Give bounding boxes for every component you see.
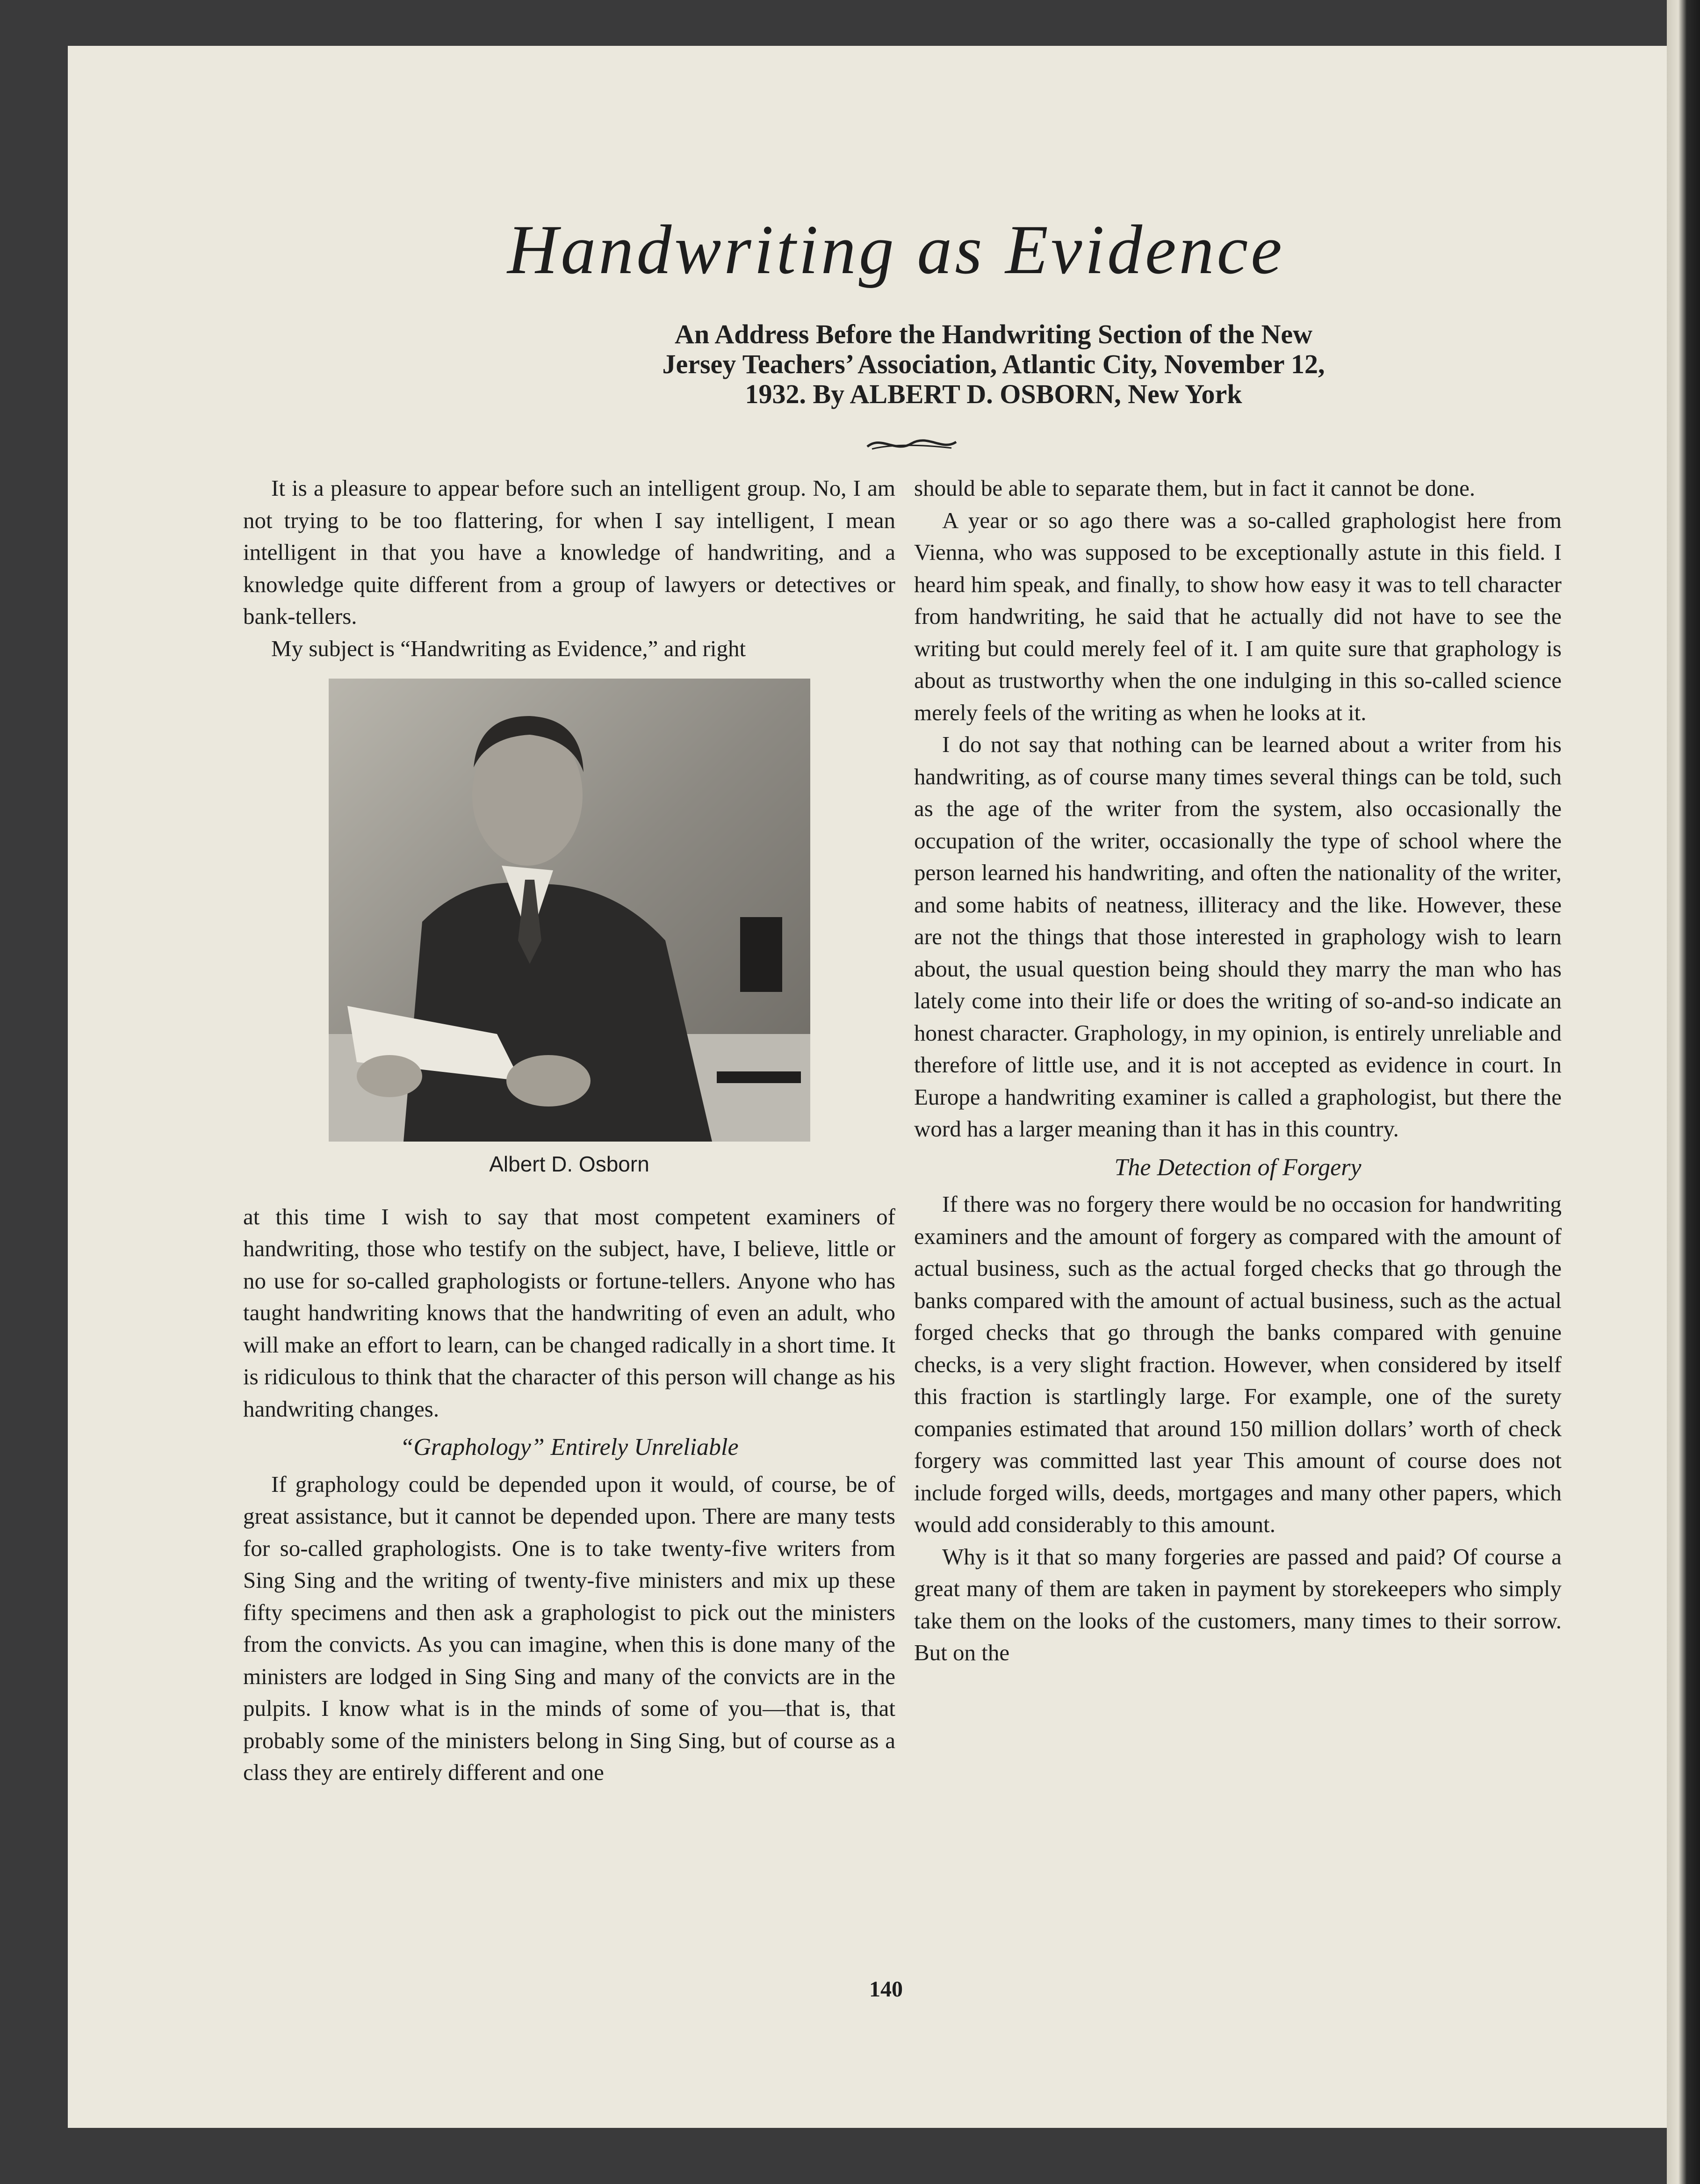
paragraph: If graphology could be depended upon it would, of course, be of great assistance, but it cannot be depended upon. There are many tests for so-called graphologists. One is to take twenty-five writers from Sing Sing and the writing of twenty-five ministers and mix up these fifty specimens and then ask a graphologist to pick out the ministers from the convicts. As you can imagine, when this is done many of the ministers are lodged in Sing Sing and many of the convicts are in the pulpits. I know what is in the minds of some of you—that is, that probably some of the ministers belong in Sing Sing, but of course as a class they are entirely different and one bbox=[243, 1471, 895, 1785]
page-number: 140 bbox=[869, 1977, 903, 2002]
section-heading: The Detection of Forgery bbox=[1114, 1154, 1361, 1181]
paragraph: should be able to separate them, but in fact it cannot be done. bbox=[914, 475, 1476, 501]
paragraph: Why is it that so many forgeries are passed and paid? Of course a great many of them are taken in payment by storekeepers who simply take them on the looks of the customers, many times to their sorrow. But on the bbox=[914, 1543, 1562, 1665]
article-subtitle: An Address Before the Handwriting Section of the New Jersey Teachers’ Association, Atlantic City, November 12, 1932. By ALBERT D. OSBORN, New York bbox=[662, 319, 1325, 409]
portrait-photo bbox=[329, 679, 810, 1142]
article-title: Handwriting as Evidence bbox=[507, 211, 1285, 289]
right-column bbox=[914, 472, 1562, 1669]
ornament-flourish-icon bbox=[863, 430, 961, 458]
figure bbox=[243, 679, 895, 1180]
book-spine bbox=[1667, 0, 1700, 2184]
section-heading: “Graphology” Entirely Unreliable bbox=[400, 1434, 739, 1461]
paragraph: A year or so ago there was a so-called graphologist here from Vienna, who was supposed to be exceptionally astute in this field. I heard him speak, and finally, to show how easy it was to tell character from handwriting, he said that he actually did not have to see the writing but could merely feel of it. I am quite sure that graphology is about as trustworthy when the one indulging in this so-called science merely feels of the writing as when he looks at it. bbox=[914, 507, 1562, 725]
paragraph: It is a pleasure to appear before such an intelligent group. No, I am not trying to be too flattering, for when I say intelligent, I mean intelligent in that you have a knowledge of handwriting, and a knowledge quite different from a group of lawyers or detectives or bank-tellers. bbox=[243, 475, 895, 629]
paragraph: at this time I wish to say that most competent examiners of handwriting, those who testify on the subject, have, I believe, little or no use for so-called graphologists or fortune-tellers. Anyone who has taught handwriting knows that the handwriting of even an adult, who will make an effort to learn, can be changed radically in a short time. It is ridiculous to think that the character of this person will change as his handwriting changes. bbox=[243, 1203, 895, 1422]
paragraph: I do not say that nothing can be learned about a writer from his handwriting, as of course many times several things can be told, such as the age of the writer from the system, also occasionally the occupation of the writer, occasionally the type of school where the person learned his handwriting, and often the nationality of the writer, and some habits of neatness, illiteracy and the like. However, these are not the things that those interested in graphology wish to learn about, the usual question being should they marry the man who has lately come into their life or does the writing of so-and-so indicate an honest character. Graphology, in my opinion, is entirely unreliable and therefore of little use, and it is not accepted as evidence in court. In Europe a handwriting examiner is called a graphologist, but there the word has a larger meaning than it has in this country. bbox=[914, 731, 1562, 1142]
left-column bbox=[243, 472, 895, 1789]
paragraph: If there was no forgery there would be no occasion for handwriting examiners and the amount of forgery as compared with the amount of actual business, such as the actual forged checks that go through the banks compared with the amount of actual business, such as the actual forged checks that go through the banks compared with genuine checks, is a very slight fraction. However, when considered by itself this fraction is startlingly large. For example, one of the surety companies estimated that around 150 million dollars’ worth of check forgery was committed last year This amount of course does not include forged wills, deeds, mortgages and many other papers, which would add considerably to this amount. bbox=[914, 1191, 1562, 1537]
paragraph: My subject is “Handwriting as Evidence,” and right bbox=[271, 635, 746, 661]
photo-caption: Albert D. Osborn bbox=[489, 1152, 649, 1176]
